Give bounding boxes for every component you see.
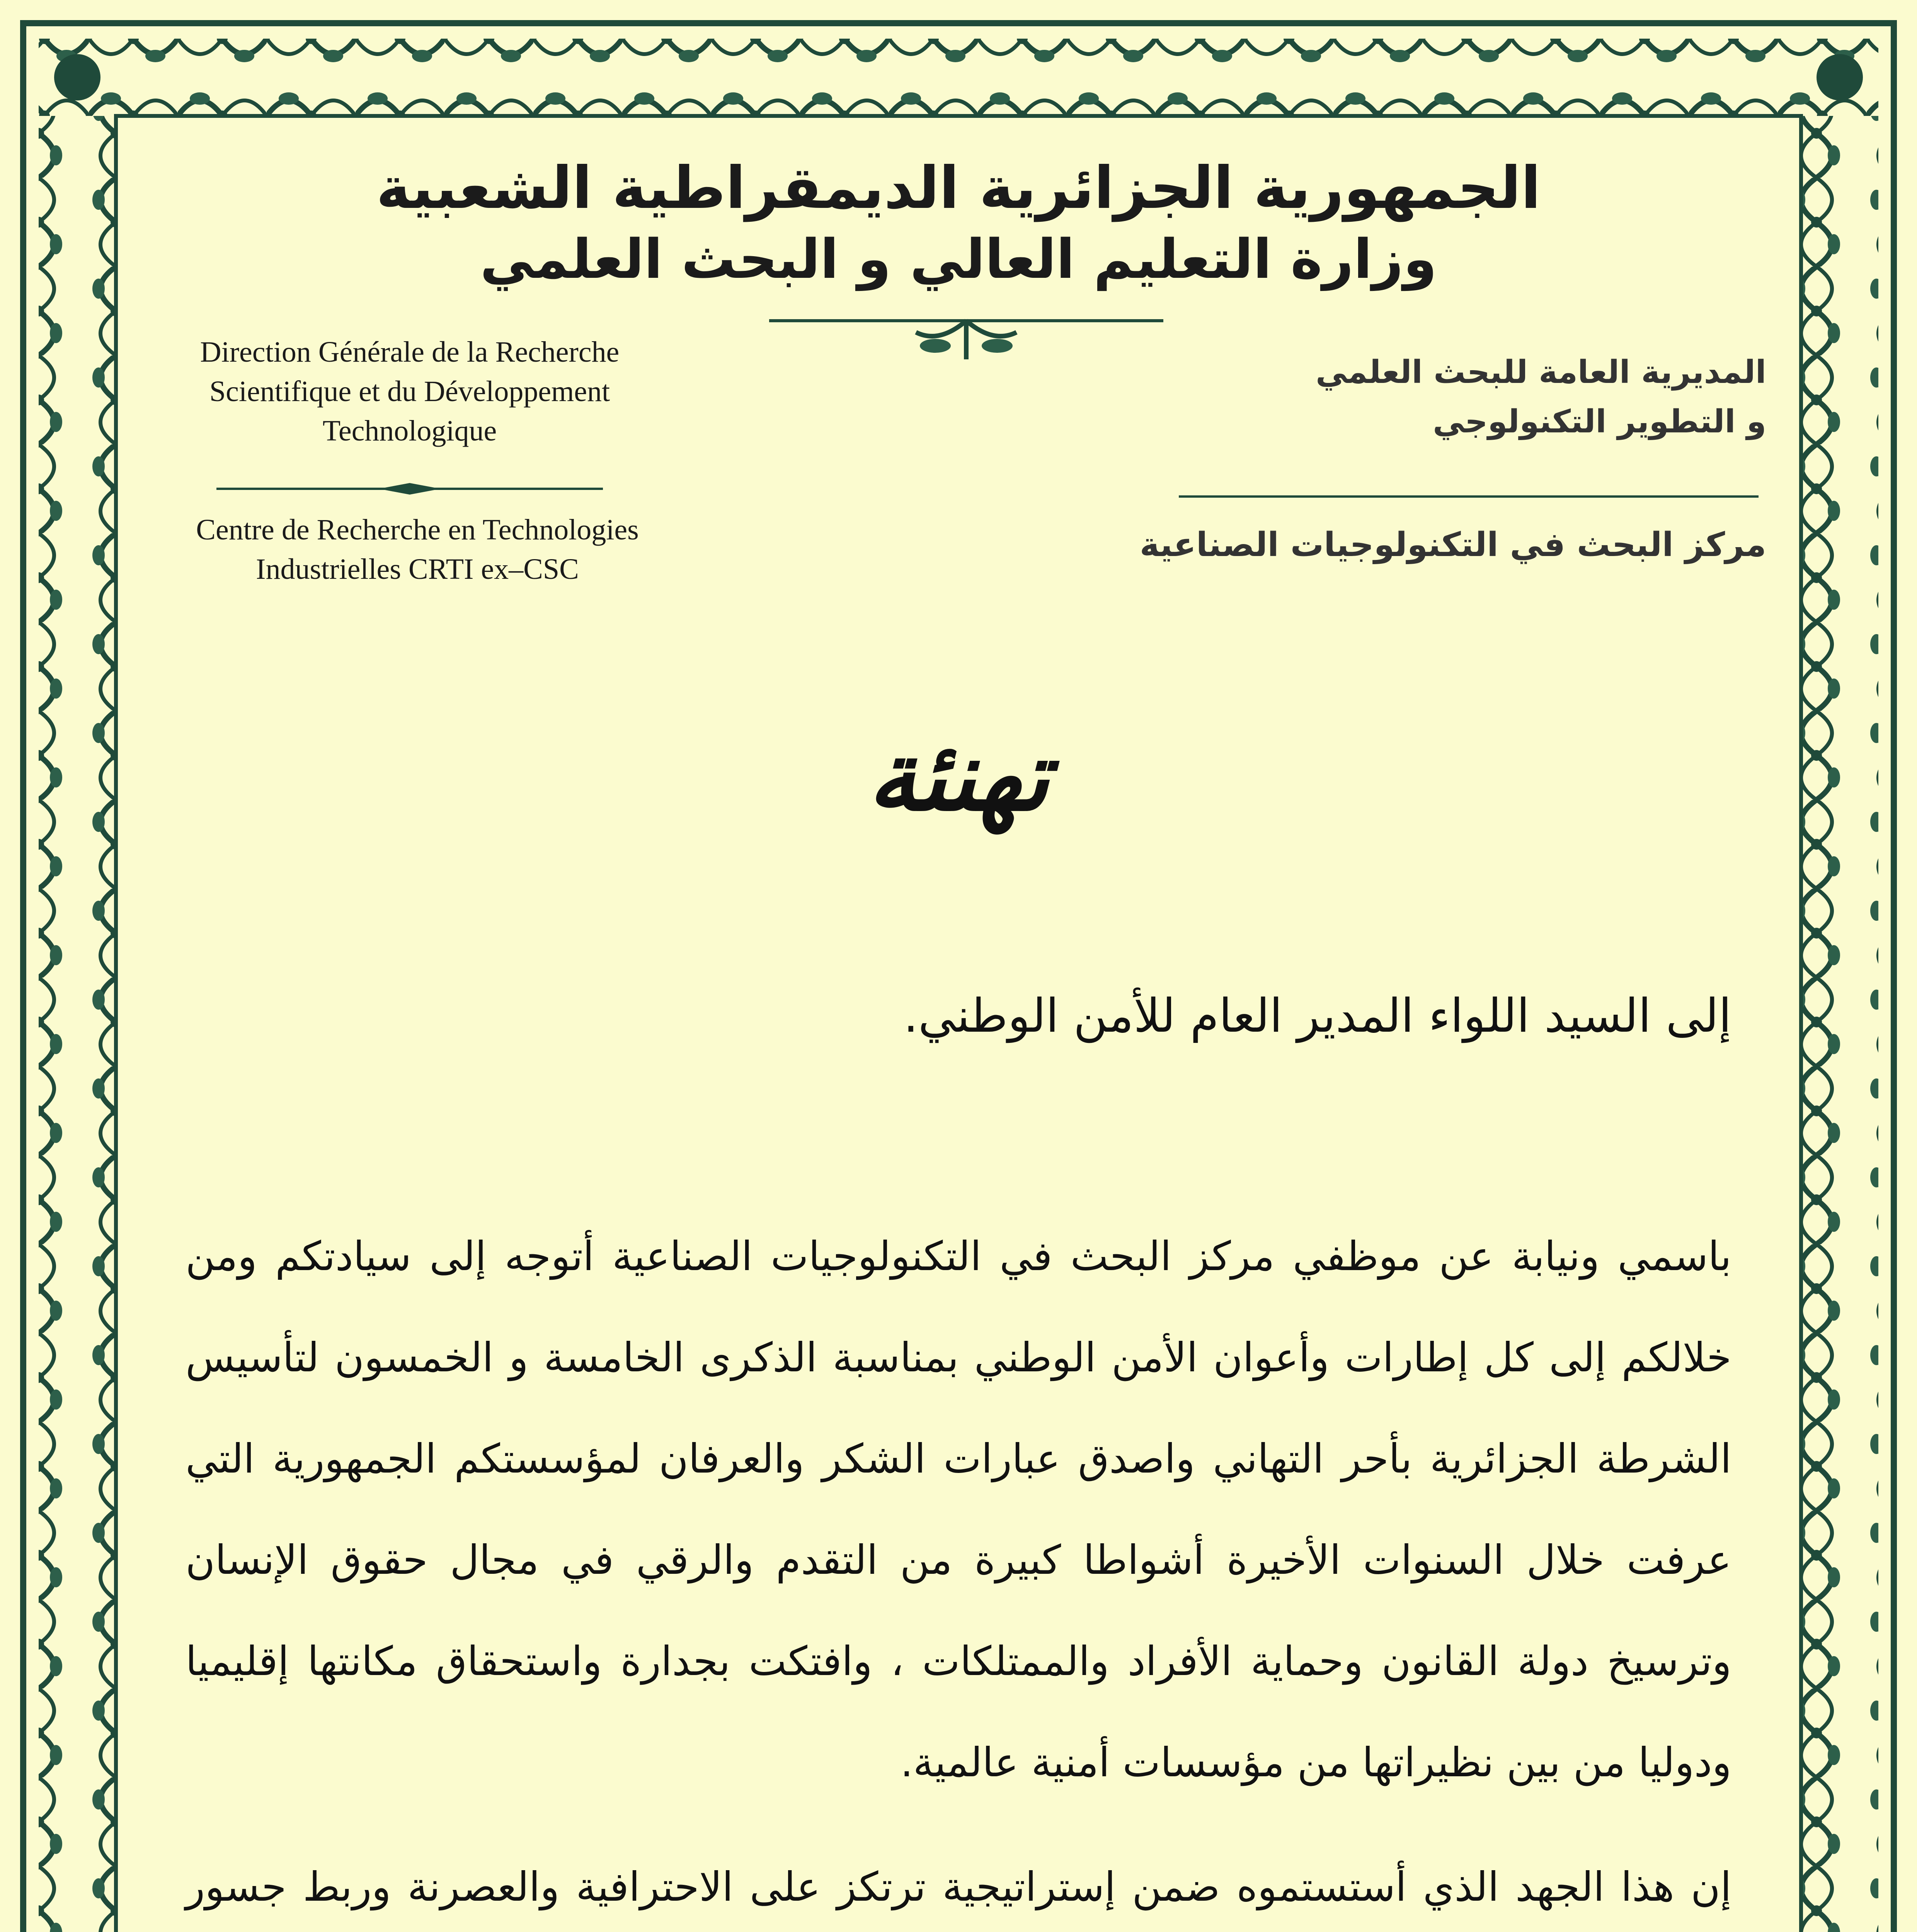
centre-arabic: مركز البحث في التكنولوجيات الصناعية [1139, 526, 1766, 564]
header-republic: الجمهورية الجزائرية الديمقراطية الشعبية [376, 155, 1541, 222]
body-paragraph-1: باسمي ونيابة عن موظفي مركز البحث في التكنولوجيات الصناعية أتوجه إلى سيادتكم ومن خلالكم إلى كل إطارات وأعوان الأمن الوطني بمناسبة الذكرى الخامسة و الخمسون لتأسيس الشرطة الجزائرية بأحر التهاني واصدق عبارات الشكر والعرفان لمؤسستكم الجمهورية التي عرفت خلال السنوات الأخيرة أشواطا كبيرة من التقدم والرقي في مجال حقوق الإنسان وترسيخ دولة القانون وحماية الأفراد والممتلكات ، وافتكت بجدارة واستحقاق مكانتها إقليميا ودوليا من بين نظيراتها من مؤسسات أمنية عالمية. [186, 1233, 1731, 1786]
body-paragraph-2: إن هذا الجهد الذي أستستموه ضمن إستراتيجية ترتكز على الاحترافية والعصرنة وربط جسور [186, 1863, 1731, 1910]
directorate-arabic [1179, 348, 1766, 447]
centre-french [108, 510, 727, 589]
left-divider [216, 481, 603, 497]
directorate-fr-line-3: Technologique [322, 415, 497, 447]
directorate-ar-line-1: المديرية العامة للبحث العلمي [1316, 354, 1766, 391]
directorate-fr-line-1: Direction Générale de la Recherche [200, 336, 620, 368]
centre-fr-line-1: Centre de Recherche en Technologies [196, 514, 639, 546]
header-ministry: وزارة التعليم العالي و البحث العلمي [480, 228, 1437, 291]
directorate-fr-line-2: Scientifique et du Développement [209, 375, 610, 408]
centre-fr-line-2: Industrielles CRTI ex–CSC [256, 553, 579, 585]
letter-title: تهنئة [868, 719, 1049, 832]
recipient-line: إلى السيد اللواء المدير العام للأمن الوطني. [903, 989, 1731, 1043]
directorate-french [139, 332, 680, 451]
header-ornament [754, 309, 1179, 363]
directorate-ar-line-2: و التطوير التكنولوجي [1433, 403, 1766, 440]
letter-body [186, 1206, 1731, 1932]
right-divider [1179, 489, 1759, 504]
